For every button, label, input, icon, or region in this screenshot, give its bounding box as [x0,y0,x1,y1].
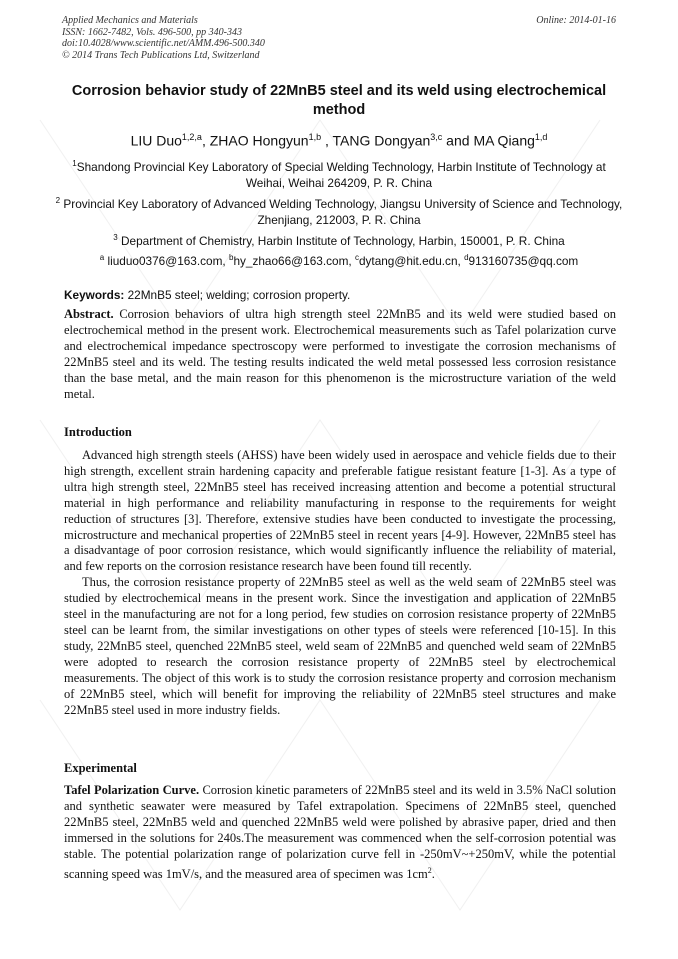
email-text: dytang@hit.edu.cn, [358,253,465,268]
author-affil-marker: 1,2,a [181,132,202,142]
email-marker: b [229,253,234,262]
author-separator: , [201,132,210,149]
email-list [40,250,638,269]
doi-line: doi:10.4028/www.scientific.net/AMM.496-500.340 [62,38,265,49]
abstract-text: Corrosion behaviors of ultra high strength steel 22MnB5 and its weld were studied based on electrochemical method in the present work. Electrochemical measurements such as Tafel polarization curve and electrochemical impedance spectroscopy were performed to investigate the corrosion mechanisms of 22MnB5 steel and its weld. The testing results indicated the weld metal possessed less corrosion resistance than the base metal, and the main reason for this phenomenon is the microstructure variation of the weld metal. [64,307,620,401]
author-name: MA Qiang [473,132,535,149]
abstract [64,307,620,402]
paper-title: Corrosion behavior study of 22MnB5 steel and its weld using electrochemical method [71,83,607,118]
author-name: LIU Duo [130,132,182,149]
affil-marker: 1 [72,159,77,168]
keywords-label: Keywords: [64,288,125,302]
email-text: liuduo0376@163.com, [107,253,229,268]
paragraph: Advanced high strength steels (AHSS) have been widely used in aerospace and vehicle fields due to their high strength, excellent strain hardening capacity and preferable fatigue resistant feature [1-3]. As a type of ultra high strength steel, 22MnB5 steel has received increasing attention and become a potential structural material in high performance and reliability manufacturing in response to the requirements for weight reduction of structures [3]. Therefore, extensive studies have been conducted to investigate the processing, microstructure and mechanical properties of 22MnB5 steel in recent years [4-9]. However, 22MnB5 steel has a disadvantage of poor corrosion resistance, which would significantly influence the reliability of material, and few reports on the corrosion resistance research have been found till recently. [64,448,616,574]
affiliation-1 [55,156,623,192]
affil-text: Department of Chemistry, Harbin Institute of Technology, Harbin, 150001, P. R. China [121,233,565,248]
section-heading-introduction: Introduction [64,425,132,439]
author-affil-marker: 1,b [308,132,322,142]
issn-line: ISSN: 1662-7482, Vols. 496-500, pp 340-343 [62,26,242,38]
subsection-label: Tafel Polarization Curve. [64,783,200,797]
author-affil-marker: 1,d [534,132,548,142]
affiliation-3 [55,230,623,249]
paragraph: Thus, the corrosion resistance property of 22MnB5 steel as well as the weld seam of 22MnB5 steel was studied by electrochemical means in the present work. Since the investigation and application of 22MnB5 steel in the manufacturing are not for a long period, few studies on corrosion resistance property of 22MnB5 steel can be learnt from, the similar investigations on other types of steels were referenced [10-15]. In this study, 22MnB5 steel, quenched 22MnB5 steel, weld seam of 22MnB5 and quenched weld seam of 22MnB5 were adopted to research the corrosion resistance property of 22MnB5 steel by electrochemical measurements. The object of this work is to study the corrosion resistance property and corrosion mechanism of 22MnB5 steel, which will benefit for improving the reliability of 22MnB5 steel structures and make 22MnB5 steel used in more industry fields. [64,575,616,717]
sentence-end: . [431,866,435,881]
email-marker: d [464,253,469,262]
copyright-line: © 2014 Trans Tech Publications Ltd, Switzerland [62,49,260,61]
author-affil-marker: 3,c [430,132,443,142]
keywords-line [64,287,616,303]
introduction-body [64,448,616,718]
journal-name: Applied Mechanics and Materials [62,15,198,26]
keywords-text: 22MnB5 steel; welding; corrosion property. [124,288,351,302]
journal-header [62,15,616,61]
author-list [40,128,638,150]
section-heading-experimental: Experimental [64,761,137,775]
affil-marker: 3 [113,233,118,242]
author-separator: and [442,132,474,149]
email-text: hy_zhao66@163.com, [233,253,355,268]
author-separator: , [321,132,333,149]
author-name: ZHAO Hongyun [209,132,309,149]
affil-text: Provincial Key Laboratory of Advanced Welding Technology, Jiangsu University of Science and Technology, Zhenjiang, 212003, P. R. China [63,196,623,228]
experimental-text: Corrosion kinetic parameters of 22MnB5 steel and its weld in 3.5% NaCl solution and synthetic seawater were measured by Tafel extrapolation. Specimens of 22MnB5 steel, quenched 22MnB5 steel, 22MnB5 weld and quenched 22MnB5 weld were polished by abrasive paper, dried and then immersed in the solutions for 240s.The measurement was commenced when the self-corrosion potential was stable. The potential polarization range of polarization curve fell in -250mV~+250mV, while the potential scanning speed was 1mV/s, and the measured area of specimen was 1cm [64,783,620,881]
email-marker: c [354,253,359,262]
email-marker: a [99,253,105,262]
affil-marker: 2 [55,196,61,205]
affil-text: Shandong Provincial Key Laboratory of Special Welding Technology, Harbin Institute of Technology at Weihai, Weihai 264209, P. R. China [76,159,606,191]
online-date: Online: 2014-01-16 [536,15,616,26]
author-name: TANG Dongyan [332,132,431,149]
email-text: 913160735@qq.com [468,253,579,268]
unit-superscript: 2 [427,865,432,875]
experimental-body [64,783,620,883]
abstract-label: Abstract. [64,307,114,321]
affiliation-2 [55,193,623,229]
